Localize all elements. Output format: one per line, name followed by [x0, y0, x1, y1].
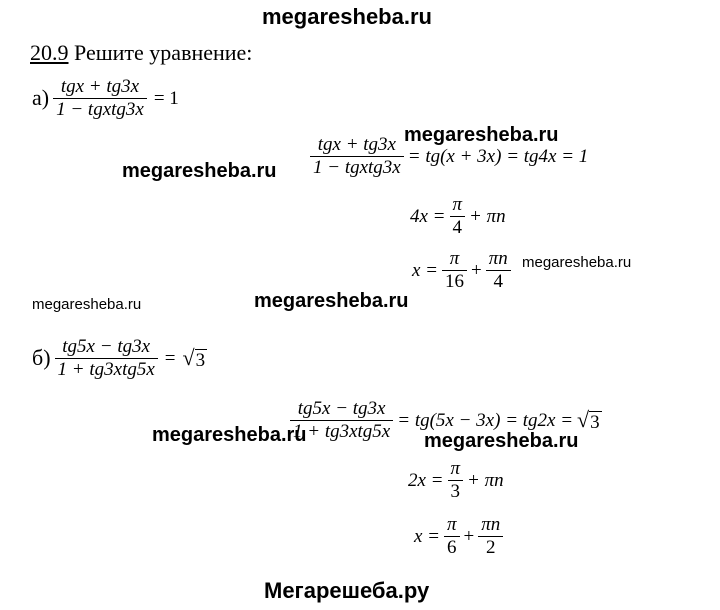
part-a-given-rhs: = 1 [153, 87, 179, 109]
sqrt-radicand: 3 [590, 411, 600, 433]
fraction-numerator: tgx + tg3x [53, 76, 147, 99]
watermark: megaresheba.ru [522, 254, 632, 271]
part-b-step-1-rhs: = tg(5x − 3x) = tg2x = [397, 409, 574, 431]
watermark: megaresheba.ru [424, 430, 579, 452]
watermark-bottom: Мегарешеба.ру [264, 578, 430, 603]
watermark-top: megaresheba.ru [262, 4, 432, 29]
sqrt-radicand: 3 [195, 349, 206, 371]
fraction-denominator: 16 [445, 270, 465, 292]
fraction-numerator: πn [486, 248, 511, 271]
fraction-numerator: tg5x − tg3x [55, 336, 158, 359]
radical-icon: √ [182, 344, 195, 370]
radical-icon: √ [577, 406, 590, 432]
part-b-step-3-plus: + [463, 525, 475, 547]
part-b-step-2-lhs: 2x = [408, 469, 444, 491]
watermark: megaresheba.ru [32, 296, 142, 313]
part-b-step-3-lhs: x = [414, 525, 441, 547]
fraction-denominator: 3 [450, 480, 461, 502]
part-b-given-fraction [55, 336, 158, 381]
part-a-step-3-fraction-2 [486, 248, 511, 293]
part-b-given-eq: = [164, 347, 176, 369]
fraction-denominator: 2 [486, 536, 496, 558]
part-a-step-1-fraction [310, 134, 404, 179]
part-b-step-3-fraction-2 [478, 514, 503, 559]
watermark: megaresheba.ru [152, 424, 307, 446]
fraction-denominator: 1 + tg3xtg5x [57, 358, 155, 380]
sqrt-sign [182, 344, 208, 371]
fraction-denominator: 4 [493, 270, 503, 292]
fraction-numerator: tgx + tg3x [310, 134, 404, 157]
part-b-step-3 [414, 514, 503, 559]
part-a-step-2 [410, 194, 506, 239]
fraction-numerator: πn [478, 514, 503, 537]
part-a-step-3-lhs: x = [412, 259, 439, 281]
part-b-step-2-fraction [448, 458, 464, 503]
watermark: megaresheba.ru [404, 124, 559, 146]
part-a-step-3-fraction-1 [442, 248, 467, 293]
fraction-denominator: 6 [447, 536, 457, 558]
part-a-given [32, 76, 182, 121]
sqrt-sign [577, 406, 602, 433]
fraction-numerator: π [444, 514, 460, 537]
part-b-step-2 [408, 458, 504, 503]
watermark: megaresheba.ru [254, 290, 409, 312]
problem-heading [30, 40, 252, 66]
part-a-step-3 [412, 248, 511, 293]
fraction-numerator: π [448, 458, 464, 481]
watermark: megaresheba.ru [122, 160, 277, 182]
part-a-step-1-rhs: = tg(x + 3x) = tg4x = 1 [407, 145, 589, 167]
fraction-denominator: 1 − tgxtg3x [56, 98, 144, 120]
fraction-numerator: π [442, 248, 467, 271]
fraction-numerator: tg5x − tg3x [290, 398, 393, 421]
part-a-step-2-lhs: 4x = [410, 205, 446, 227]
part-a-step-2-tail: + πn [469, 205, 506, 227]
part-a-label: а) [32, 85, 50, 111]
problem-title: Решите уравнение: [74, 40, 253, 65]
part-b-label: б) [32, 345, 51, 371]
part-b-step-2-tail: + πn [467, 469, 504, 491]
part-a-given-fraction [53, 76, 147, 121]
part-b-step-3-fraction-1 [444, 514, 460, 559]
part-b-given [32, 336, 207, 381]
problem-number: 20.9 [30, 40, 69, 65]
fraction-numerator: π [450, 194, 466, 217]
part-a-step-3-plus: + [471, 259, 482, 281]
part-a-step-2-fraction [450, 194, 466, 239]
fraction-denominator: 1 + tg3xtg5x [293, 420, 391, 442]
fraction-denominator: 4 [452, 216, 463, 238]
fraction-denominator: 1 − tgxtg3x [313, 156, 401, 178]
